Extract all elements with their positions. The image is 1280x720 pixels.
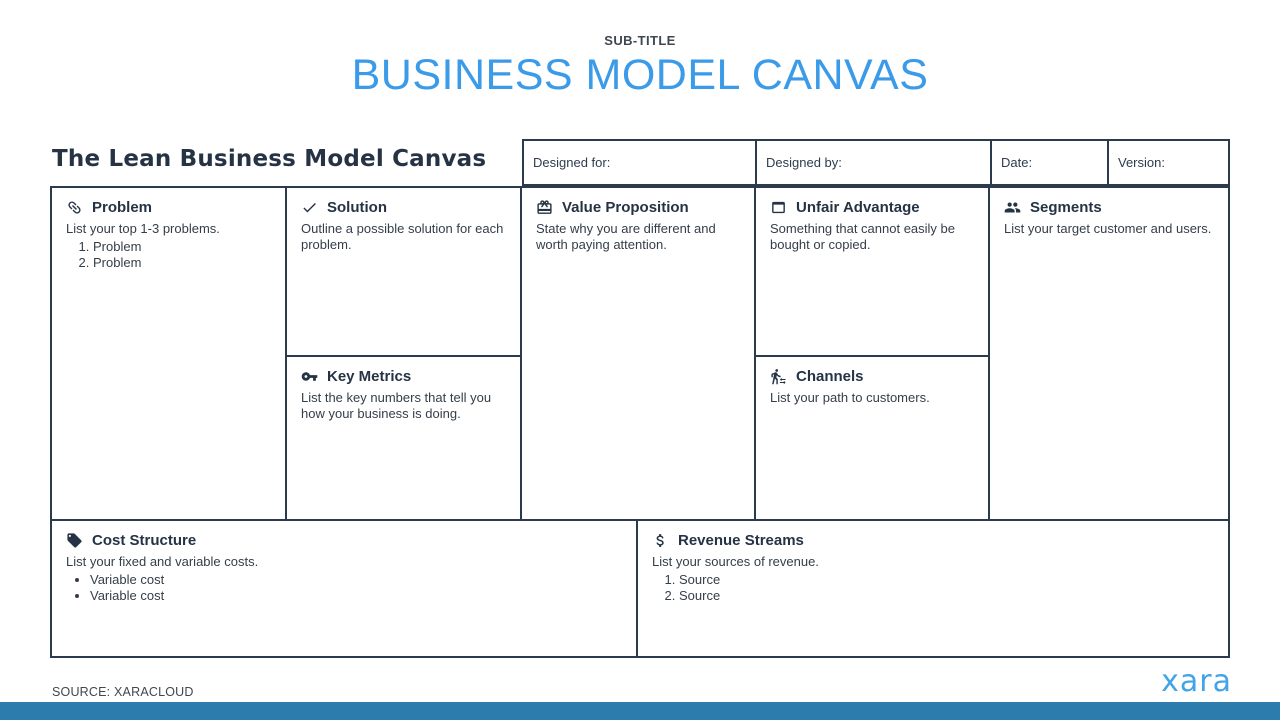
xara-logo: xara xyxy=(1161,664,1232,699)
cell-problem xyxy=(52,188,287,519)
cell-revenue-streams xyxy=(638,521,1228,656)
cell-description: Something that cannot easily be bought or copied. xyxy=(770,221,956,252)
problem-list xyxy=(66,239,271,271)
tag-icon xyxy=(66,532,83,549)
canvas-bottom-row xyxy=(52,521,1228,656)
cell-title: Channels xyxy=(796,368,864,385)
list-item: 1. Source xyxy=(679,572,1214,588)
canvas-grid xyxy=(50,186,1230,658)
cell-cost-structure xyxy=(52,521,638,656)
cell-title: Key Metrics xyxy=(327,368,412,385)
cell-title: Revenue Streams xyxy=(678,532,804,549)
key-icon xyxy=(301,368,318,385)
cell-description: Outline a possible solution for each problem. xyxy=(301,221,504,252)
list-item: 2. Problem xyxy=(93,255,271,271)
revenue-list xyxy=(652,572,1214,604)
cell-channels xyxy=(756,357,988,519)
cell-solution xyxy=(287,188,520,357)
meta-table xyxy=(522,139,1230,186)
dollar-icon xyxy=(652,532,669,549)
people-icon xyxy=(1004,199,1021,216)
cell-title: Segments xyxy=(1030,199,1102,216)
bottom-accent-bar xyxy=(0,702,1280,720)
list-item: 2. Source xyxy=(679,588,1214,604)
list-item: • Variable cost xyxy=(90,572,622,588)
window-icon xyxy=(770,199,787,216)
page-subtitle: SUB-TITLE xyxy=(604,33,676,48)
column-advantage-channels xyxy=(756,188,990,519)
column-solution-metrics xyxy=(287,188,522,519)
cost-list xyxy=(66,572,622,604)
source-attribution: SOURCE: XARACLOUD xyxy=(52,685,194,699)
check-icon xyxy=(301,199,318,216)
page-title: BUSINESS MODEL CANVAS xyxy=(351,51,929,99)
cell-description: List your sources of revenue. xyxy=(652,554,819,569)
cell-description: State why you are different and worth paying attention. xyxy=(536,221,716,252)
cell-description: List your top 1-3 problems. xyxy=(66,221,220,236)
cell-description: List your fixed and variable costs. xyxy=(66,554,259,569)
cell-segments xyxy=(990,188,1228,519)
designed-for-field: Designed for: xyxy=(524,141,757,184)
walking-person-icon xyxy=(770,368,787,385)
cell-value-proposition xyxy=(522,188,756,519)
cell-unfair-advantage xyxy=(756,188,988,357)
cell-title: Value Proposition xyxy=(562,199,689,216)
cell-description: List your target customer and users. xyxy=(1004,221,1212,236)
cell-key-metrics xyxy=(287,357,520,519)
cell-description: List your path to customers. xyxy=(770,390,930,405)
cell-title: Solution xyxy=(327,199,387,216)
version-field: Version: xyxy=(1118,155,1165,170)
list-item: 1. Problem xyxy=(93,239,271,255)
cell-title: Problem xyxy=(92,199,153,216)
link-icon xyxy=(66,199,83,216)
cell-description: List the key numbers that tell you how your business is doing. xyxy=(301,390,492,421)
cell-title: Cost Structure xyxy=(92,532,197,549)
date-field: Date: xyxy=(992,141,1109,184)
gift-icon xyxy=(536,199,553,216)
canvas-top-row xyxy=(52,188,1228,521)
list-item: • Variable cost xyxy=(90,588,622,604)
designed-by-field: Designed by: xyxy=(757,141,992,184)
canvas-title: The Lean Business Model Canvas xyxy=(52,146,487,172)
cell-title: Unfair Advantage xyxy=(796,199,920,216)
